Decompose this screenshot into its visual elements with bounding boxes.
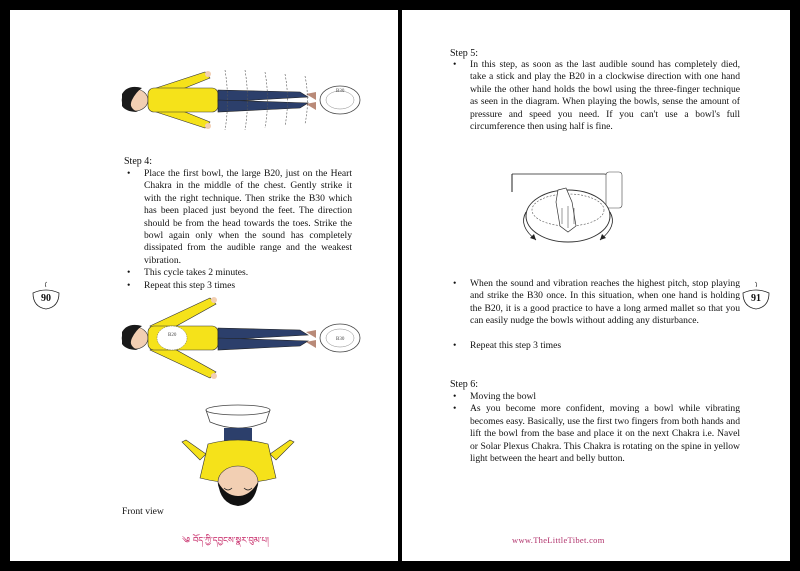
bowl-label-b20: B20: [168, 333, 177, 338]
list-item: • As you become more confident, moving a bowl while vibrating becomes easy. Basically, use the first two fingers from both hands and lift the bowl from the base and place it on the next Chakra i.e. Navel or Solar Plexus Chakra. This Chakra is rotating on the spine in yellow light between the heart and belly button.: [450, 403, 740, 465]
step4-list: [124, 168, 352, 292]
step5-label: Step 5:: [450, 48, 479, 59]
bowl-label-b30-top: B30: [336, 89, 345, 94]
bowl-label-b30-bottom: B30: [336, 337, 345, 342]
list-item: • In this step, as soon as the last audible sound has completely died, take a stick and play the B20 in a clockwise direction with one hand while the other hand holds the bowl using the three-finger technique as seen in the diagram. When playing the bowls, sense the amount of pressure and speed you need. If you can't use a bowl's full circumference then using half is fine.: [450, 59, 740, 133]
list-item: • Repeat this step 3 times: [124, 280, 352, 292]
footer-tibetan-title: ༄ བོད་ཀྱི་དབྱངས་སྣར་བུམ་པ།: [182, 536, 269, 546]
front-view-caption: Front view: [122, 506, 164, 517]
page-number-text: 91: [751, 293, 761, 304]
illustration-front-view: [178, 400, 298, 512]
step6-list: [450, 391, 740, 465]
list-item: • Place the first bowl, the large B20, just on the Heart Chakra in the middle of the chest. Gently strike it with the right technique. Then strike the B30 which has been placed just beyond the feet. The direction should be from the head towards the toes. Strike the bowl again only when the sound has completely dissipated from the audible range and the weakest vibration.: [124, 168, 352, 267]
page-number-91: [740, 281, 772, 311]
page-number-90: [30, 281, 62, 311]
step6-label: Step 6:: [450, 379, 479, 390]
left-page: [10, 10, 398, 561]
step4-label: Step 4:: [124, 156, 153, 167]
list-item: • This cycle takes 2 minutes.: [124, 267, 352, 279]
footer-website-url[interactable]: www.TheLittleTibet.com: [512, 535, 605, 545]
list-item: • Repeat this step 3 times: [450, 340, 740, 352]
illustration-bowl-with-stick: [506, 168, 636, 258]
step5b-list: [450, 278, 740, 352]
illustration-lying-figure-feet-bowl: [110, 50, 380, 150]
list-item: • When the sound and vibration reaches the highest pitch, stop playing and strike the B30 once. In this situation, when one hand is holding the B20, it is a good practice to have a long armed mallet so that you can easily nudge the bowls without adding any disturbance.: [450, 278, 740, 328]
right-page: [402, 10, 790, 561]
list-item: • Moving the bowl: [450, 391, 740, 403]
page-number-text: 90: [41, 293, 51, 304]
step5-list: [450, 59, 740, 133]
illustration-lying-figure-two-bowls: [110, 288, 380, 388]
